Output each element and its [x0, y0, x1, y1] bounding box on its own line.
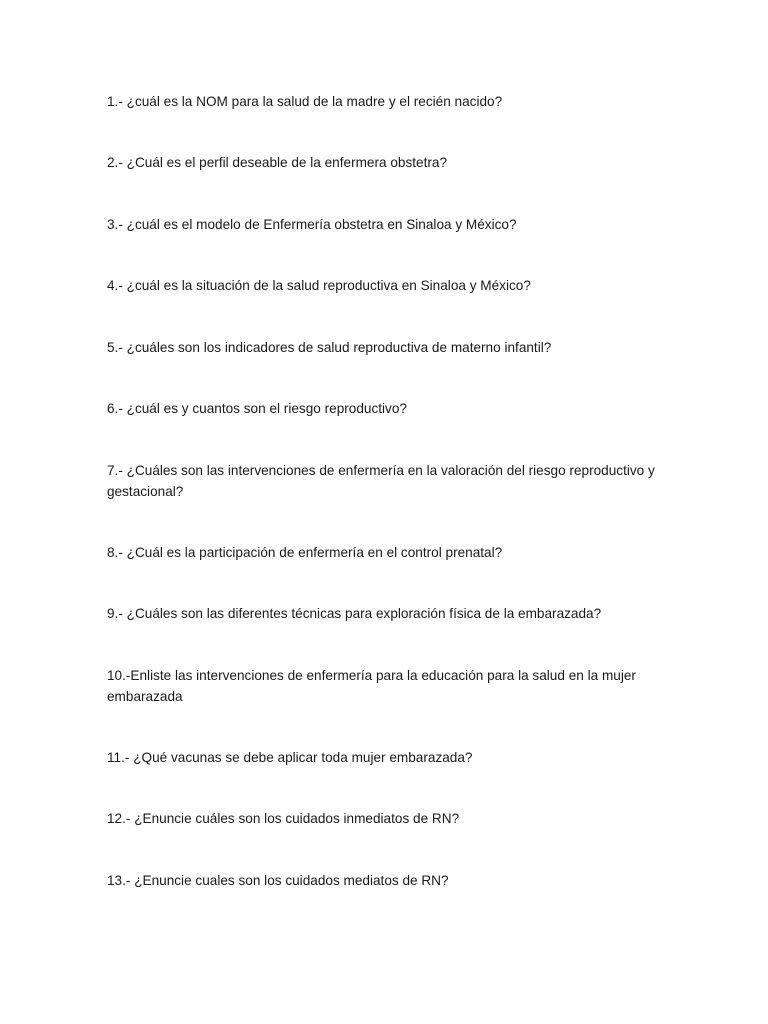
- question-7: 7.- ¿Cuáles son las intervenciones de enfermería en la valoración del riesgo reproductivo y gestacional?: [107, 463, 655, 499]
- question-11: 11.- ¿Qué vacunas se debe aplicar toda mujer embarazada?: [107, 750, 473, 765]
- question-13: 13.- ¿Enuncie cuales son los cuidados mediatos de RN?: [107, 873, 449, 888]
- question-4: 4.- ¿cuál es la situación de la salud reproductiva en Sinaloa y México?: [107, 278, 531, 293]
- question-2: 2.- ¿Cuál es el perfil deseable de la enfermera obstetra?: [107, 155, 448, 170]
- question-10: 10.-Enliste las intervenciones de enfermería para la educación para la salud en la mujer embarazada: [107, 668, 636, 704]
- question-12: 12.- ¿Enuncie cuáles son los cuidados inmediatos de RN?: [107, 811, 460, 826]
- question-5: 5.- ¿cuáles son los indicadores de salud reproductiva de materno infantil?: [107, 340, 552, 355]
- question-9: 9.- ¿Cuáles son las diferentes técnicas para exploración física de la embarazada?: [107, 606, 602, 621]
- question-3: 3.- ¿cuál es el modelo de Enfermería obstetra en Sinaloa y México?: [107, 217, 517, 232]
- question-6: 6.- ¿cuál es y cuantos son el riesgo reproductivo?: [107, 401, 407, 416]
- question-8: 8.- ¿Cuál es la participación de enfermería en el control prenatal?: [107, 545, 503, 560]
- question-1: 1.- ¿cuál es la NOM para la salud de la madre y el recién nacido?: [107, 94, 503, 109]
